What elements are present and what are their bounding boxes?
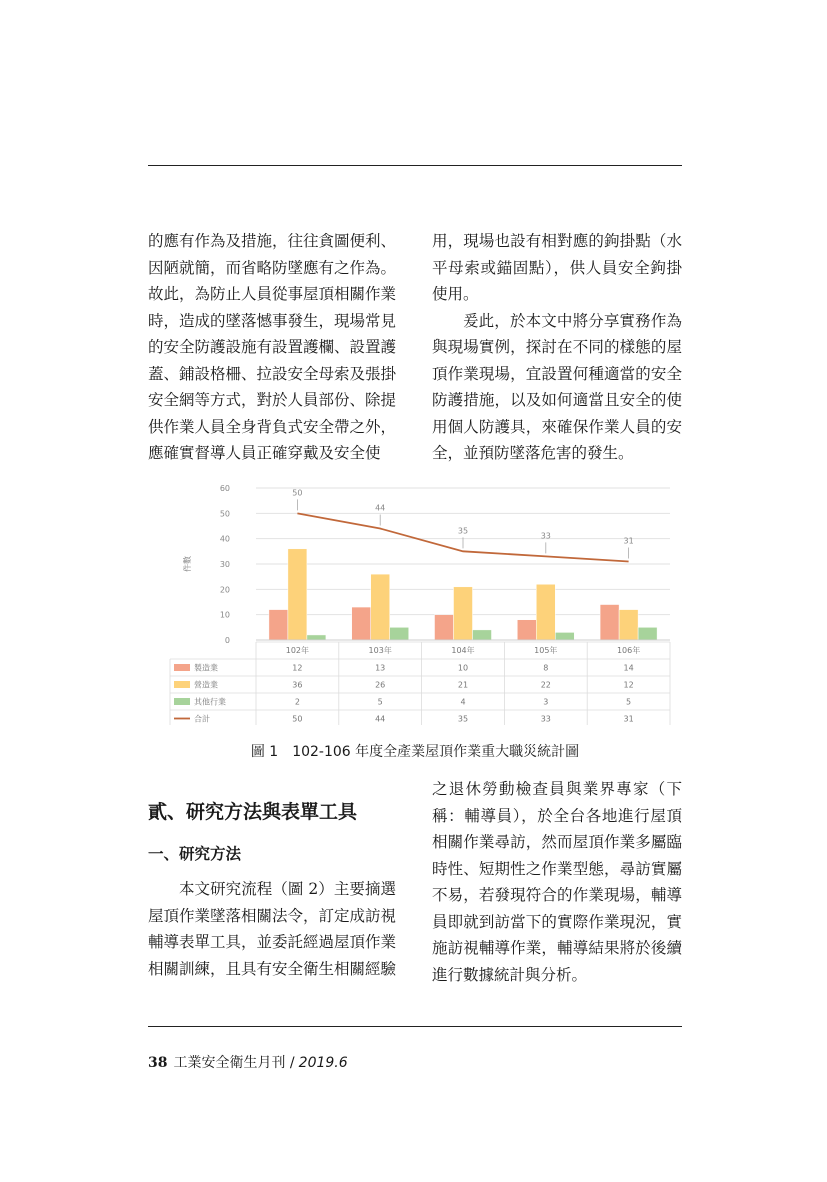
table-cell-value: 44 <box>375 714 386 724</box>
table-cell-value: 14 <box>623 663 634 673</box>
page-number: 38 <box>148 1055 168 1071</box>
bar-營造業-104年 <box>454 587 473 640</box>
bar-營造業-106年 <box>619 610 638 640</box>
legend-label: 其他行業 <box>194 697 226 707</box>
data-label-total: 33 <box>540 531 551 541</box>
table-cell-value: 35 <box>457 714 469 724</box>
data-label-total: 31 <box>623 536 634 546</box>
figure-1-chart <box>160 480 675 725</box>
table-cell-value: 12 <box>292 663 303 673</box>
bar-其他行業-104年 <box>473 630 492 640</box>
data-label-total: 50 <box>292 488 303 498</box>
bar-製造業-102年 <box>269 610 288 640</box>
bar-製造業-103年 <box>352 607 371 640</box>
x-tick-label: 106年 <box>616 646 641 655</box>
x-tick-label: 104年 <box>451 646 475 655</box>
subsection-heading: 一、研究方法 <box>148 845 242 863</box>
table-cell-value: 13 <box>375 663 386 673</box>
legend-label: 製造業 <box>194 663 218 673</box>
section-heading: 貳、研究方法與表單工具 <box>148 801 358 823</box>
bar-其他行業-106年 <box>638 627 657 640</box>
x-tick-label: 102年 <box>285 646 310 655</box>
paragraph: 用，現場也設有相對應的鉤掛點（水平母索或錨固點），供人員安全鉤掛使用。 <box>432 232 682 303</box>
table-cell-value: 50 <box>292 714 303 724</box>
legend-swatch-製造業 <box>174 664 190 671</box>
x-tick-label: 105年 <box>534 646 558 655</box>
body-column-bottom-left <box>148 876 396 982</box>
journal-name: 工業安全衛生月刊 / <box>173 1055 295 1071</box>
table-cell-value: 36 <box>292 680 303 690</box>
body-column-top-right <box>432 228 682 467</box>
table-cell-value: 4 <box>460 697 466 707</box>
paragraph: 爰此，於本文中將分享實務作為與現場實例，探討在不同的樣態的屋頂作業現場，宜設置何種適當的安全防護措施，以及如何適當且安全的使用個人防護具，來確保作業人員的安全，並預防墜落危害的發生。 <box>432 311 682 462</box>
body-column-top-left <box>148 228 396 467</box>
body-column-bottom-right <box>432 776 682 988</box>
issue-date: 2019.6 <box>298 1055 348 1071</box>
bar-製造業-106年 <box>600 605 619 640</box>
bar-營造業-103年 <box>371 574 390 640</box>
y-tick-label: 50 <box>219 509 230 519</box>
bar-營造業-105年 <box>536 584 555 640</box>
legend-label: 營造業 <box>194 680 218 690</box>
table-cell-value: 3 <box>543 697 549 707</box>
table-cell-value: 26 <box>375 680 386 690</box>
paragraph: 本文研究流程（圖 2）主要摘選屋頂作業墜落相關法令，訂定成訪視輔導表單工具，並委託經過屋頂作業相關訓練，且具有安全衛生相關經驗 <box>148 880 397 978</box>
y-tick-label: 10 <box>219 610 230 620</box>
footer-rule <box>148 1026 682 1027</box>
y-tick-label: 20 <box>219 585 230 595</box>
legend-swatch-其他行業 <box>174 698 190 705</box>
table-cell-value: 31 <box>623 714 634 724</box>
combo-chart <box>160 480 675 725</box>
data-label-total: 44 <box>375 503 386 513</box>
legend-swatch-營造業 <box>174 681 190 688</box>
table-cell-value: 5 <box>626 697 632 707</box>
bar-製造業-104年 <box>435 615 454 640</box>
bar-製造業-105年 <box>517 620 536 640</box>
table-cell-value: 33 <box>540 714 551 724</box>
x-tick-label: 103年 <box>368 646 392 655</box>
y-tick-label: 0 <box>224 636 230 645</box>
bar-其他行業-105年 <box>555 632 574 640</box>
table-cell-value: 22 <box>540 680 551 690</box>
data-label-total: 35 <box>457 526 469 536</box>
bar-其他行業-102年 <box>307 635 326 640</box>
bar-其他行業-103年 <box>390 627 409 640</box>
header-rule <box>148 165 682 166</box>
page-footer <box>148 1052 548 1072</box>
figure-caption: 圖 1 102-106 年度全產業屋頂作業重大職災統計圖 <box>250 744 580 760</box>
y-axis-label: 件數 <box>183 556 192 572</box>
y-tick-label: 60 <box>219 484 230 493</box>
table-cell-value: 8 <box>543 663 549 673</box>
table-cell-value: 2 <box>294 697 300 707</box>
table-cell-value: 5 <box>377 697 383 707</box>
legend-label: 合計 <box>194 714 210 724</box>
table-cell-value: 21 <box>457 680 469 690</box>
bar-營造業-102年 <box>288 549 307 640</box>
y-tick-label: 30 <box>219 560 230 569</box>
paragraph: 之退休勞動檢查員與業界專家（下稱：輔導員），於全台各地進行屋頂相關作業尋訪，然而屋頂作業多屬臨時性、短期性之作業型態，尋訪實屬不易，若發現符合的作業現場，輔導員即就到訪當下的實際作業現況，實施訪視輔導作業，輔導結果將於後續進行數據統計與分析。 <box>432 780 682 984</box>
table-cell-value: 12 <box>623 680 634 690</box>
y-tick-label: 40 <box>219 534 230 544</box>
paragraph: 的應有作為及措施，往往貪圖便利、因陋就簡，而省略防墜應有之作為。故此，為防止人員從事屋頂相關作業時，造成的墜落憾事發生，現場常見的安全防護設施有設置護欄、設置護蓋、鋪設格柵、拉設安全母索及張掛安全網等方式，對於人員部份、除提供作業人員全身背負式安全帶之外，應確實督導人員正確穿戴及安全使 <box>148 232 397 462</box>
table-cell-value: 10 <box>457 663 469 673</box>
